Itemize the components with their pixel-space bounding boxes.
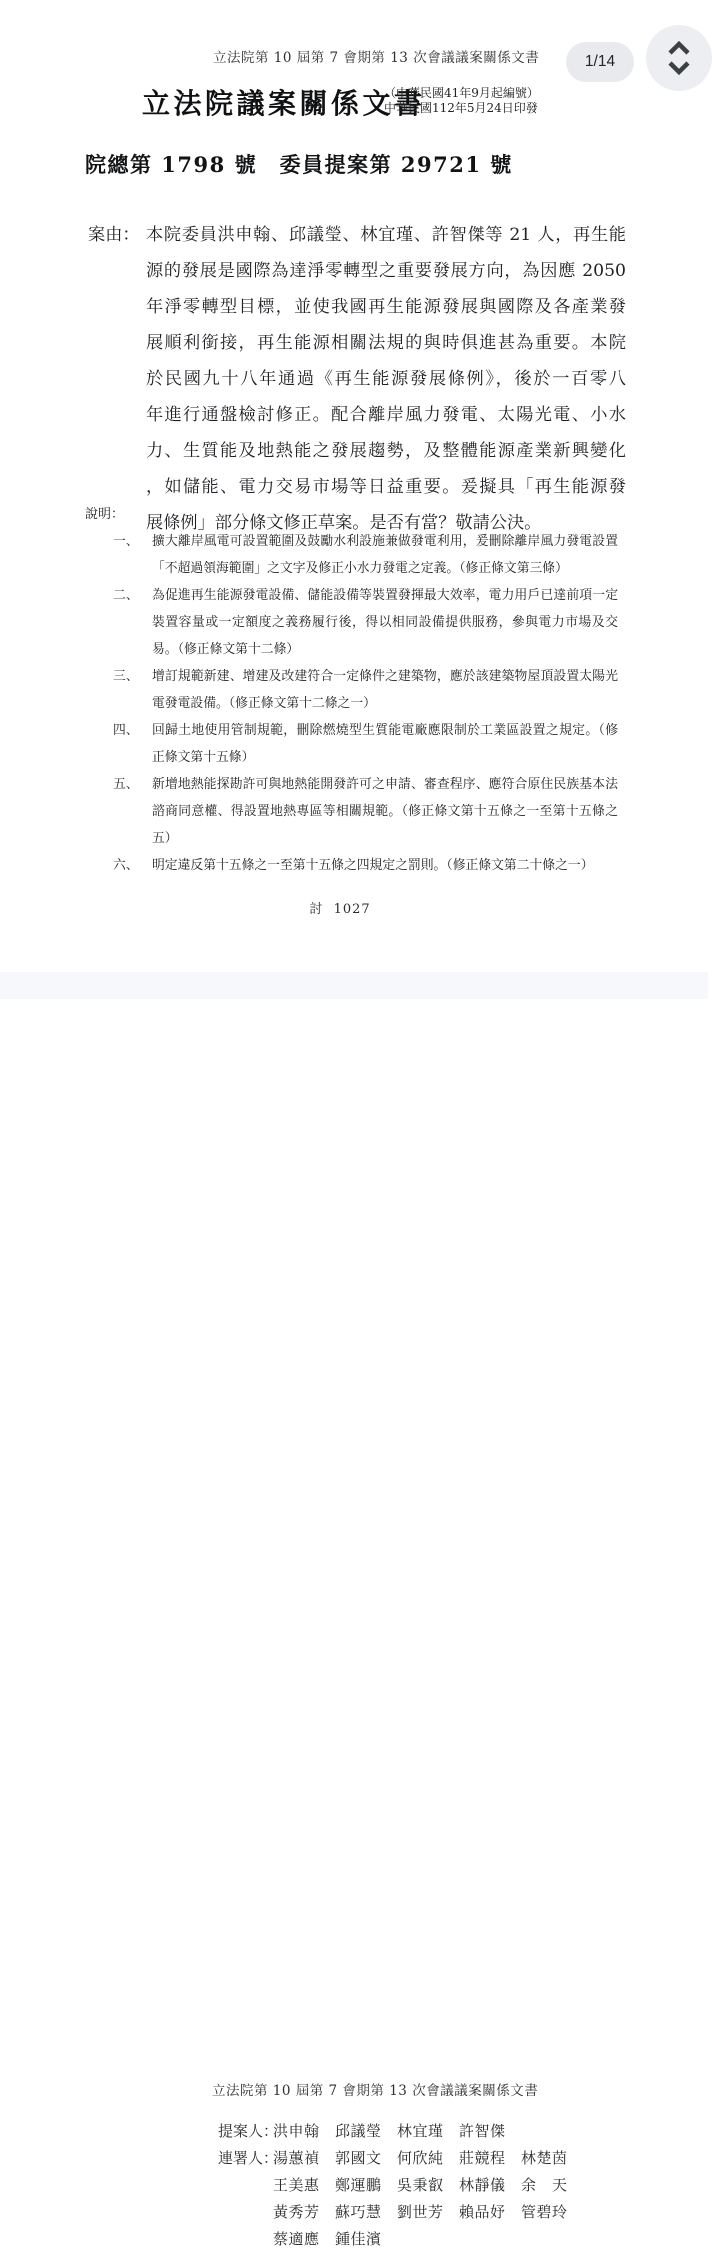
- document-title: 立法院議案關係文書: [142, 87, 426, 120]
- case-line: 展條例」部分條文修正草案。是否有當？敬請公決。: [146, 513, 542, 533]
- page-indicator-text: 1/14: [584, 53, 616, 70]
- cosigners-row: [218, 2147, 583, 2168]
- case-label: 案由：: [88, 225, 140, 245]
- case-line: 力、生質能及地熱能之發展趨勢，及整體能源產業新興變化: [146, 441, 626, 461]
- signer-name: 林楚茵: [521, 2149, 568, 2167]
- signer-name: 洪申翰: [273, 2122, 320, 2140]
- item-text: 回歸土地使用管制規範，刪除燃燒型生質能電廠應限制於工業區設置之規定。（修正條文第十五條）: [152, 723, 618, 765]
- signer-name: 吳秉叡: [397, 2176, 444, 2194]
- document-page-1: [0, 0, 708, 972]
- signer-name: 林靜儀: [459, 2176, 506, 2194]
- explanation-item: [113, 663, 618, 717]
- signer-name: 何欣純: [397, 2149, 444, 2167]
- cosigners-row: [218, 2174, 583, 2195]
- signer-name: 許智傑: [459, 2122, 506, 2140]
- page-separator: [0, 972, 708, 999]
- signer-name: 賴品妤: [459, 2203, 506, 2221]
- proposers-row: [218, 2120, 521, 2141]
- docket-number-line: 院總第 1798 號 委員提案第 29721 號: [85, 152, 513, 177]
- case-line: 源的發展是國際為達淨零轉型之重要發展方向，為因應 2050: [146, 261, 626, 281]
- item-number: 六、: [113, 858, 139, 873]
- signer-name: 林宜瑾: [397, 2122, 444, 2140]
- explanation-item: [113, 852, 618, 879]
- signer-name: 鍾佳濱: [335, 2230, 382, 2248]
- document-page-2: [0, 999, 708, 2248]
- item-number: 二、: [113, 588, 139, 603]
- signer-name: 管碧玲: [521, 2203, 568, 2221]
- case-summary-block: [88, 217, 628, 541]
- title-note-line1: （中華民國41年9月起編號）: [384, 86, 539, 100]
- case-line: 年淨零轉型目標，並使我國再生能源發展與國際及各產業發: [146, 297, 626, 317]
- chevron-down-icon[interactable]: [670, 63, 688, 72]
- item-text: 增訂規範新建、增建及改建符合一定條件之建築物，應於該建築物屋頂設置太陽光電發電設備。（修正條文第十二條之一）: [152, 669, 618, 711]
- page-indicator-badge: [566, 42, 634, 82]
- running-header: 立法院第 10 屆第 7 會期第 13 次會議議案關係文書: [213, 50, 540, 66]
- cosigners-label: 連署人：: [218, 2149, 279, 2167]
- explanation-item: [113, 582, 618, 663]
- signer-name: 鄭運鵬: [335, 2176, 382, 2194]
- item-text: 明定違反第十五條之一至第十五條之四規定之罰則。（修正條文第二十條之一）: [152, 858, 594, 873]
- proposers-label: 提案人：: [218, 2122, 279, 2140]
- page-footer-number: 討 1027: [309, 902, 371, 917]
- case-line: 本院委員洪申翰、邱議瑩、林宜瑾、許智傑等 21 人，再生能: [146, 225, 626, 245]
- case-line: 展順利銜接，再生能源相關法規的與時俱進甚為重要。本院: [146, 333, 626, 353]
- cosigners-row: [218, 2228, 397, 2249]
- case-line: 於民國九十八年通過《再生能源發展條例》，後於一百零八: [146, 369, 626, 389]
- explanation-item: [113, 771, 618, 852]
- signer-name: 莊競程: [459, 2149, 506, 2167]
- item-text: 擴大離岸風電可設置範圍及鼓勵水利設施兼做發電利用，爰刪除離岸風力發電設置「不超過領海範圍」之文字及修正小水力發電之定義。（修正條文第三條）: [152, 534, 618, 576]
- signer-name: 蔡適應: [273, 2230, 320, 2248]
- signer-name: 蘇巧慧: [335, 2203, 382, 2221]
- explanation-label: 說明：: [85, 507, 125, 522]
- chevron-up-icon[interactable]: [670, 44, 688, 53]
- signer-name: 余 天: [521, 2176, 568, 2194]
- signer-name: 郭國文: [335, 2149, 382, 2167]
- item-number: 四、: [113, 723, 139, 738]
- signer-name: 王美惠: [273, 2176, 320, 2194]
- signer-name: 劉世芳: [397, 2203, 444, 2221]
- running-header: 立法院第 10 屆第 7 會期第 13 次會議議案關係文書: [212, 2083, 539, 2099]
- item-text: 新增地熱能探勘許可與地熱能開發許可之申請、審查程序、應符合原住民族基本法諮商同意權、得設置地熱專區等相關規範。（修正條文第十五條之一至第十五條之五）: [152, 777, 618, 846]
- item-number: 一、: [113, 534, 139, 549]
- signer-name: 邱議瑩: [335, 2122, 382, 2140]
- item-number: 五、: [113, 777, 139, 792]
- title-notes: [384, 86, 539, 115]
- item-number: 三、: [113, 669, 139, 684]
- case-text: [146, 217, 626, 541]
- explanation-list: [113, 528, 618, 879]
- explanation-item: [113, 717, 618, 771]
- signer-name: 湯蕙禎: [273, 2149, 320, 2167]
- case-line: ，如儲能、電力交易市場等日益重要。爰擬具「再生能源發: [146, 477, 626, 497]
- cosigners-row: [218, 2201, 583, 2222]
- page-nav-control[interactable]: [646, 25, 712, 91]
- title-note-line2: 中華民國112年5月24日印發: [384, 100, 538, 115]
- signer-name: 黃秀芳: [273, 2203, 320, 2221]
- explanation-item: [113, 528, 618, 582]
- item-text: 為促進再生能源發電設備、儲能設備等裝置發揮最大效率，電力用戶已達前項一定裝置容量或一定額度之義務履行後，得以相同設備提供服務，參與電力市場及交易。（修正條文第十二條）: [152, 588, 618, 657]
- case-line: 年進行通盤檢討修正。配合離岸風力發電、太陽光電、小水: [146, 405, 626, 425]
